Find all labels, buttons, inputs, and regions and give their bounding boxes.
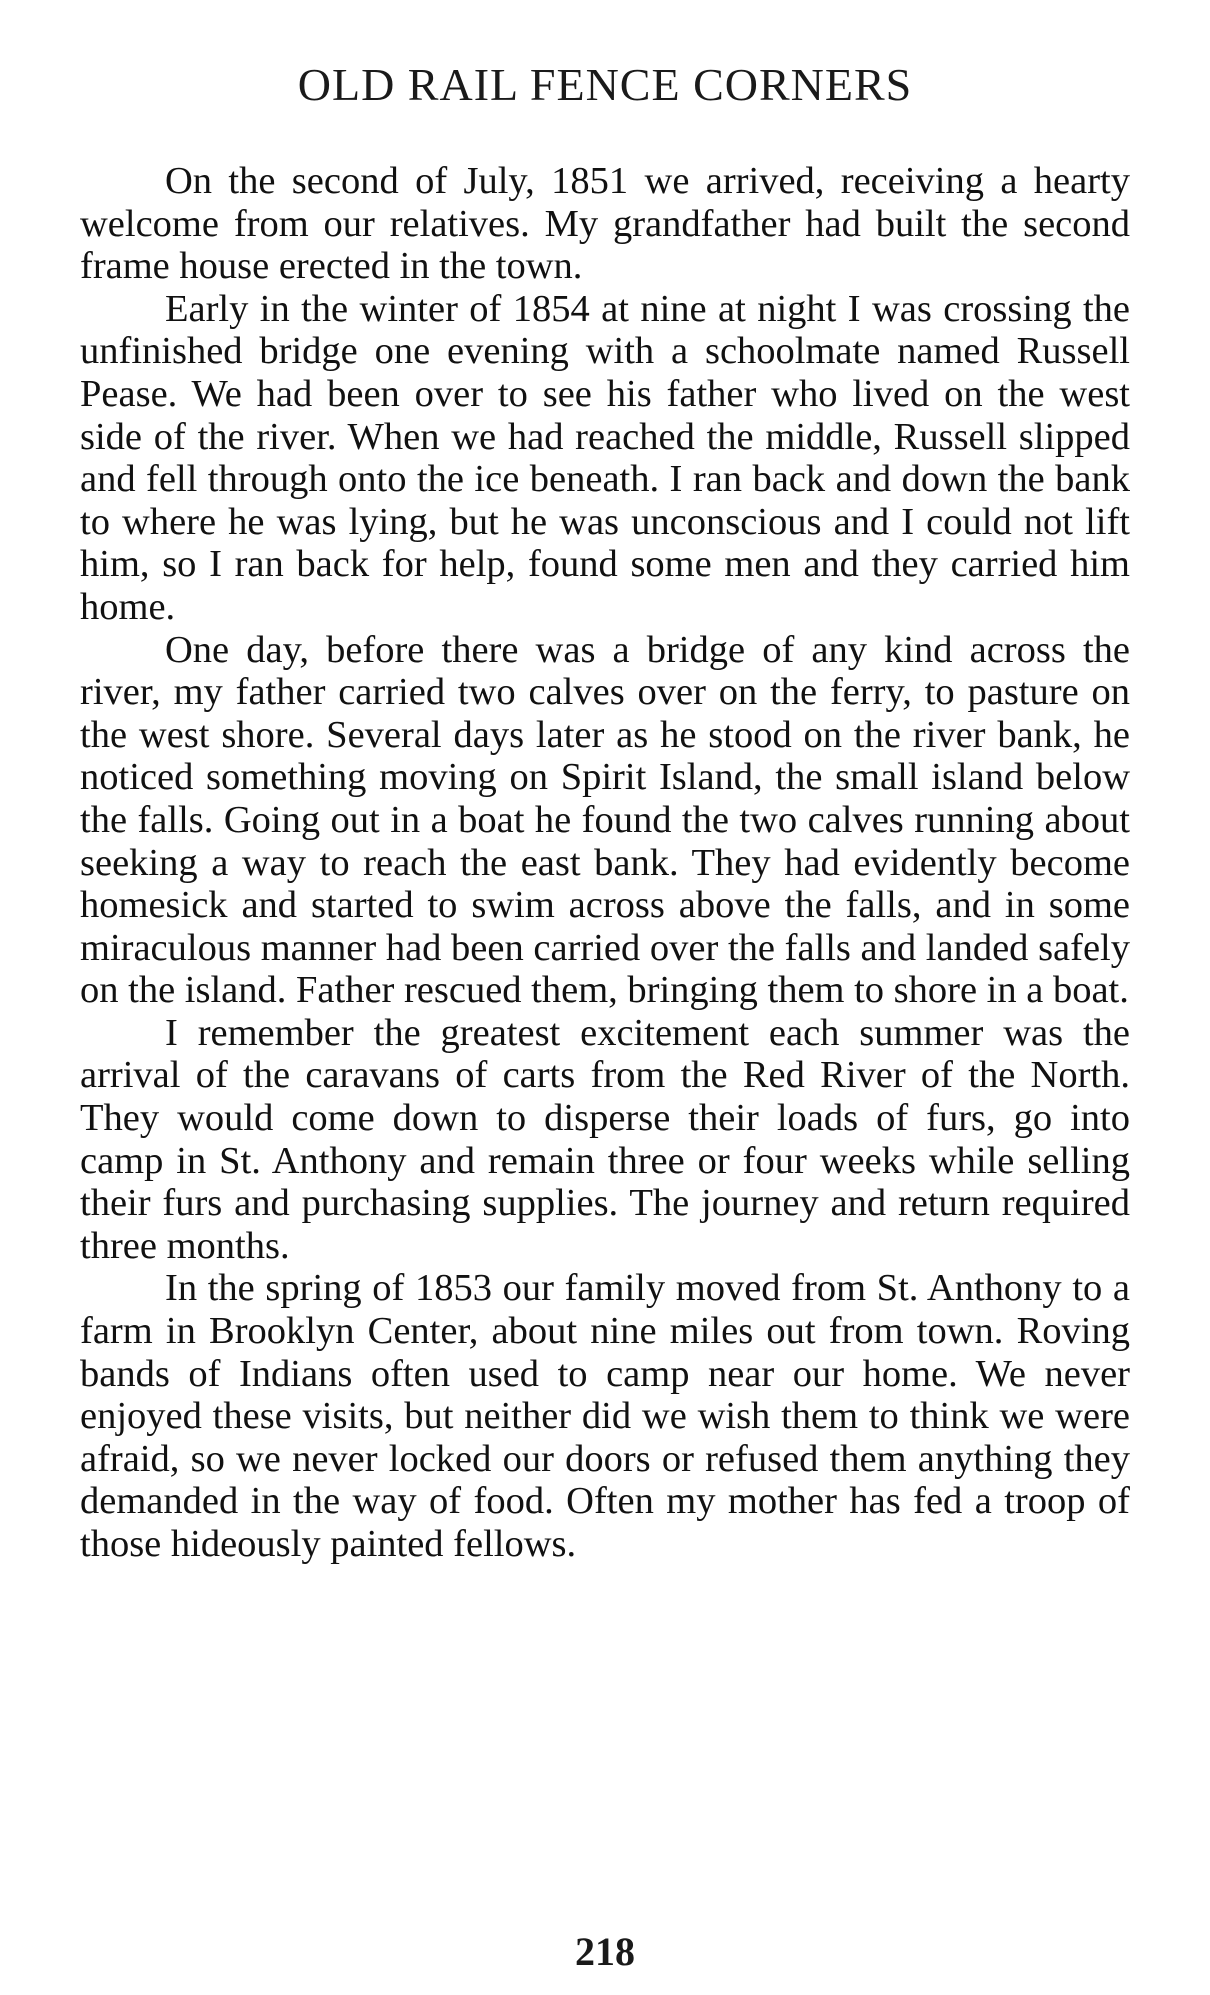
paragraph: In the spring of 1853 our family moved from St. Anthony to a farm in Brooklyn Center, about nine miles out from town. Roving bands of Indians often used to camp near our home. We never enjoyed these visits, but neither did we wish them to think we were afraid, so we never locked our doors or refused them anything they demanded in the way of food. Often my mother has fed a troop of those hideously painted fellows. [80,1267,1130,1565]
page-number: 218 [575,1929,635,1974]
paragraph: I remember the greatest excitement each summer was the arrival of the caravans of carts from the Red River of the North. They would come down to disperse their loads of furs, go into camp in St. Anthony and remain three or four weeks while selling their furs and purchasing supplies. The journey and return required three months. [80,1011,1130,1267]
paragraph: On the second of July, 1851 we arrived, receiving a hearty welcome from our relatives. My grandfather had built the second frame house erected in the town. [80,160,1130,288]
running-title: OLD RAIL FENCE CORNERS [297,59,913,110]
paragraph: Early in the winter of 1854 at nine at night I was crossing the unfinished bridge one evening with a schoolmate named Russell Pease. We had been over to see his father who lived on the west side of the river. When we had reached the middle, Russell slipped and fell through onto the ice beneath. I ran back and down the bank to where he was lying, but he was unconscious and I could not lift him, so I ran back for help, found some men and they carried him home. [80,287,1130,628]
body-text [80,160,1130,1566]
paragraph: One day, before there was a bridge of any kind across the river, my father carried two calves over on the ferry, to pasture on the west shore. Several days later as he stood on the river bank, he noticed something moving on Spirit Island, the small island below the falls. Going out in a boat he found the two calves running about seeking a way to reach the east bank. They had evidently become homesick and started to swim across above the falls, and in some miraculous manner had been carried over the falls and landed safely on the island. Father rescued them, bringing them to shore in a boat. [80,628,1130,1012]
